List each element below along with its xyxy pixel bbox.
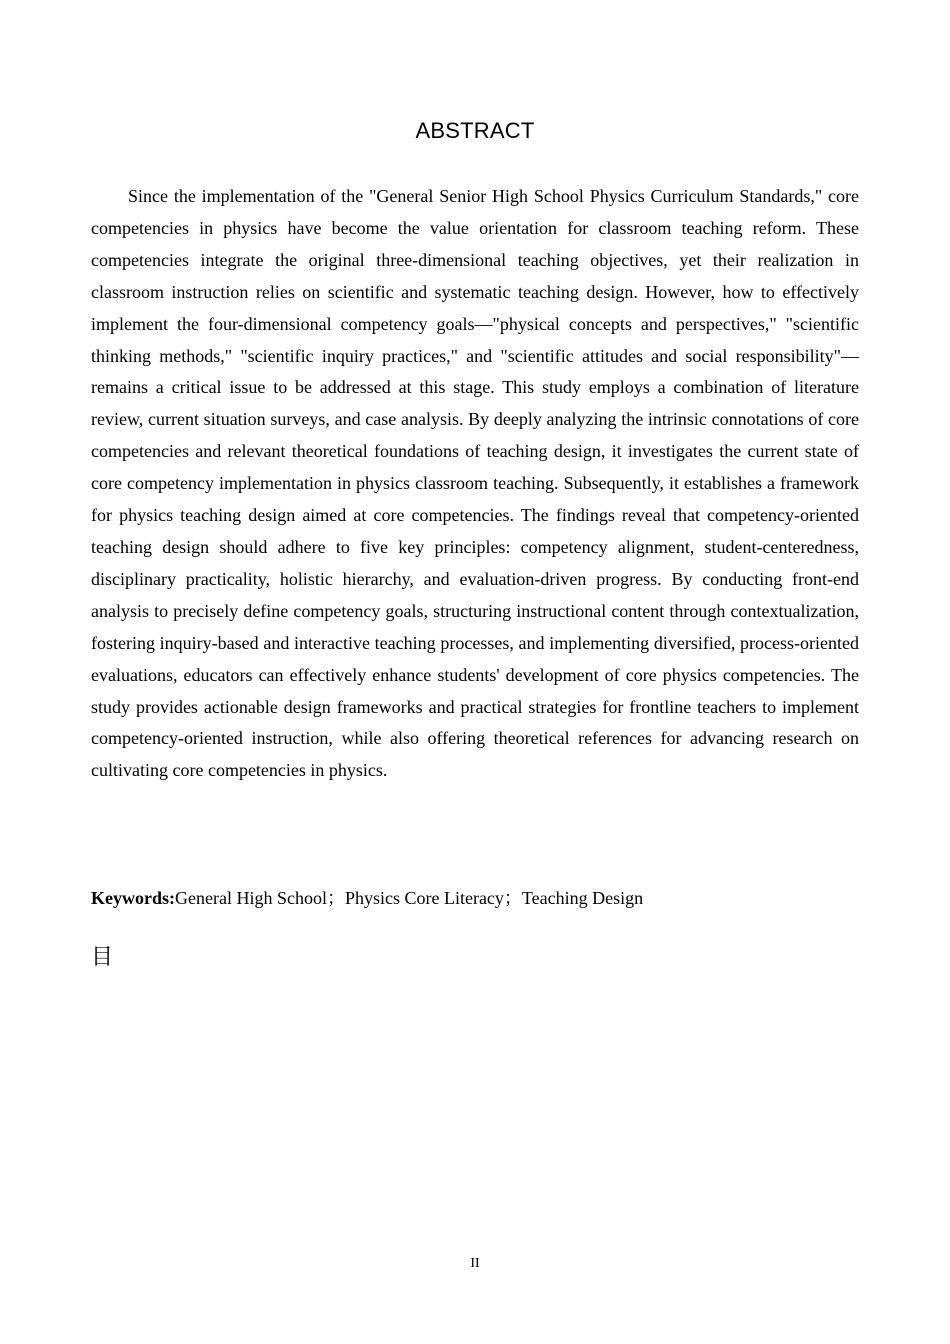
keywords-text: General High School；Physics Core Literacy；Teaching Design (175, 888, 644, 908)
toc-heading: 目 (91, 945, 114, 970)
page-number: II (470, 1256, 480, 1271)
abstract-title: ABSTRACT (415, 118, 535, 143)
keywords-line (91, 883, 859, 915)
keywords-label: Keywords: (91, 888, 175, 908)
abstract-body: Since the implementation of the "General Senior High School Physics Curriculum Standards," core competencies in physics have become the value orientation for classroom teaching reform. These competencies integrate the original three-dimensional teaching objectives, yet their realization in classroom instruction relies on scientific and systematic teaching design. However, how to effectively implement the four-dimensional competency goals—"physical concepts and perspectives," "scientific thinking methods," "scientific inquiry practices," and "scientific attitudes and social responsibility"—remains a critical issue to be addressed at this stage. This study employs a combination of literature review, current situation surveys, and case analysis. By deeply analyzing the intrinsic connotations of core competencies and relevant theoretical foundations of teaching design, it investigates the current state of core competency implementation in physics classroom teaching. Subsequently, it establishes a framework for physics teaching design aimed at core competencies. The findings reveal that competency-oriented teaching design should adhere to five key principles: competency alignment, student-centeredness, disciplinary practicality, holistic hierarchy, and evaluation-driven progress. By conducting front-end analysis to precisely define competency goals, structuring instructional content through contextualization, fostering inquiry-based and interactive teaching processes, and implementing diversified, process-oriented evaluations, educators can effectively enhance students' development of core physics competencies. The study provides actionable design frameworks and practical strategies for frontline teachers to implement competency-oriented instruction, while also offering theoretical references for advancing research on cultivating core competencies in physics. (91, 186, 859, 781)
